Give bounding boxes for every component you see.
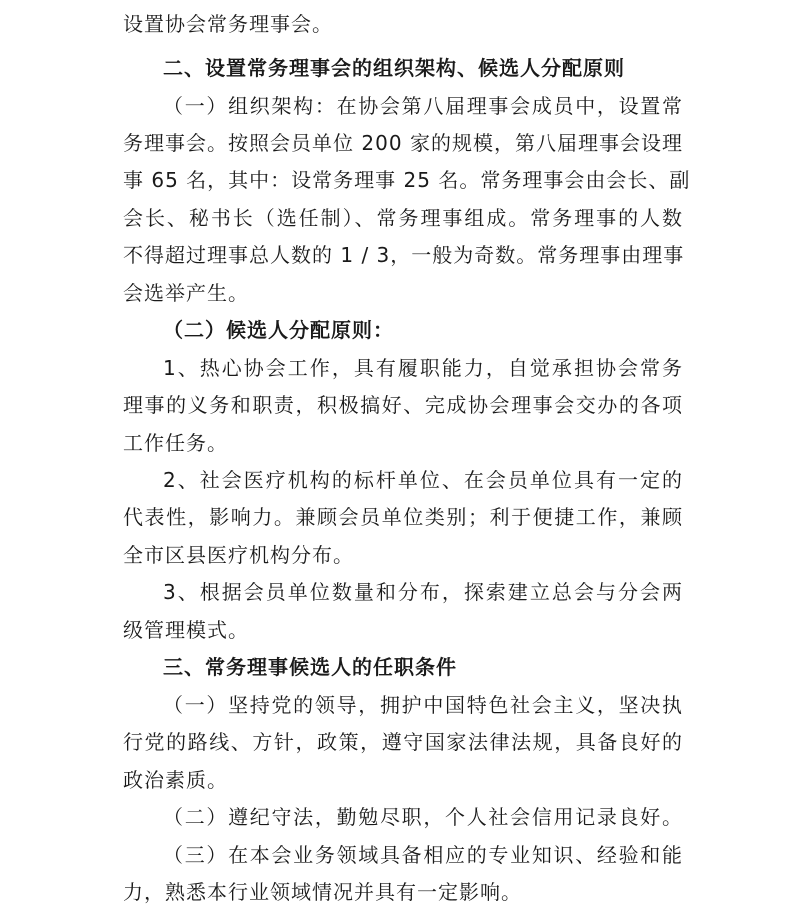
paragraph-line: 设置协会常务理事会。: [123, 12, 333, 36]
paragraph-line: （三）在本会业务领域具备相应的专业知识、经验和能: [163, 843, 683, 867]
paragraph-line: 全市区县医疗机构分布。: [123, 543, 354, 567]
paragraph-line: 会选举产生。: [123, 281, 249, 305]
paragraph-line: 理事的义务和职责，积极搞好、完成协会理事会交办的各项: [123, 393, 683, 417]
paragraph-line: 行党的路线、方针，政策，遵守国家法律法规，具备良好的: [123, 730, 683, 754]
paragraph-line: 代表性，影响力。兼顾会员单位类别；利于便捷工作，兼顾: [123, 505, 683, 529]
paragraph-line: 力，熟悉本行业领域情况并具有一定影响。: [123, 880, 522, 904]
paragraph-line: 工作任务。: [123, 431, 228, 455]
paragraph-line: 政治素质。: [123, 768, 228, 792]
section-heading-2: 二、设置常务理事会的组织架构、候选人分配原则: [163, 56, 625, 80]
paragraph-line: （一）组织架构：在协会第八届理事会成员中，设置常: [163, 94, 683, 118]
paragraph-line: 务理事会。按照会员单位 200 家的规模，第八届理事会设理: [123, 131, 683, 155]
paragraph-line: 会长、秘书长（选任制）、常务理事组成。常务理事的人数: [123, 206, 683, 230]
paragraph-line: 3、根据会员单位数量和分布，探索建立总会与分会两: [163, 580, 683, 604]
paragraph-line: 事 65 名，其中：设常务理事 25 名。常务理事会由会长、副: [123, 168, 691, 192]
paragraph-line: 不得超过理事总人数的 1 / 3，一般为奇数。常务理事由理事: [123, 243, 685, 267]
paragraph-line: 1、热心协会工作，具有履职能力，自觉承担协会常务: [163, 356, 683, 380]
subheading-2: （二）候选人分配原则：: [163, 318, 394, 342]
paragraph-line: 级管理模式。: [123, 618, 249, 642]
section-heading-3: 三、常务理事候选人的任职条件: [163, 655, 457, 679]
paragraph-line: （一）坚持党的领导，拥护中国特色社会主义，坚决执: [163, 693, 683, 717]
paragraph-line: 2、社会医疗机构的标杆单位、在会员单位具有一定的: [163, 468, 683, 492]
paragraph-line: （二）遵纪守法，勤勉尽职，个人社会信用记录良好。: [163, 805, 683, 829]
